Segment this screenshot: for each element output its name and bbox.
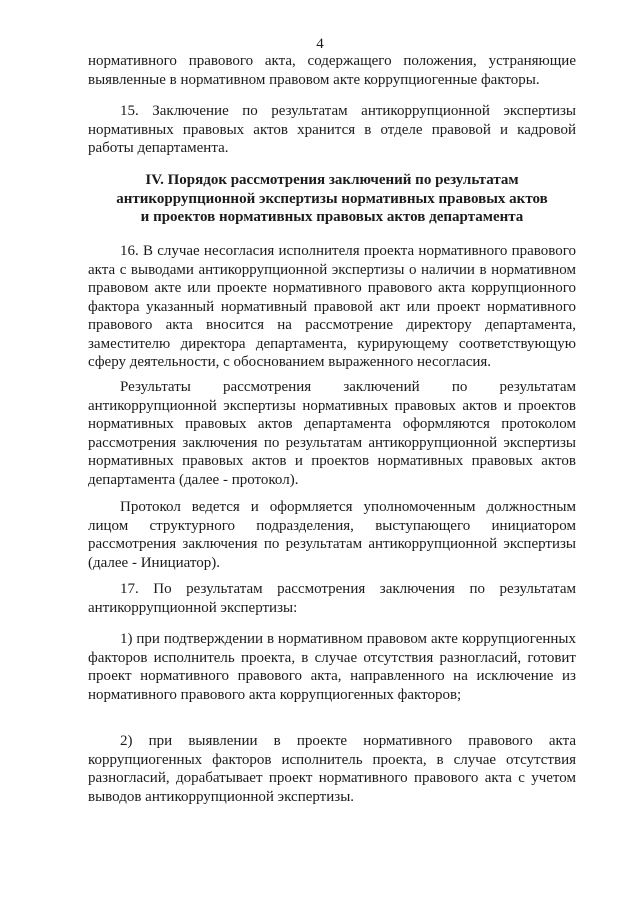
page-number: 4 — [316, 36, 324, 52]
paragraph-item-15: 15. Заключение по результатам антикоррупционной экспертизы нормативных правовых актов хранится в отделе правовой и кадровой работы департамента. — [88, 103, 576, 156]
paragraph-subitem-1: 1) при подтверждении в нормативном правовом акте коррупциогенных факторов исполнитель проекта, в случае отсутствия разногласий, готовит проект нормативного правового акта, направленного на исключение из нормативного правового акта коррупциогенных факторов; — [88, 631, 576, 703]
paragraph-subitem-2: 2) при выявлении в проекте нормативного правового акта коррупциогенных факторов исполнитель проекта, в случае отсутствия разногласий, дорабатывает проект нормативного правового акта с учетом выводов антикоррупционной экспертизы. — [88, 733, 576, 805]
section-heading — [88, 171, 576, 227]
paragraph-continuation: нормативного правового акта, содержащего положения, устраняющие выявленные в нормативном правовом акте коррупциогенные факторы. — [88, 53, 576, 88]
paragraph-item-17: 17. По результатам рассмотрения заключения по результатам антикоррупционной экспертизы: — [88, 581, 576, 616]
section-heading-line-1: IV. Порядок рассмотрения заключений по результатам — [145, 172, 519, 188]
paragraph-protocol: Протокол ведется и оформляется уполномоченным должностным лицом структурного подразделения, выступающего инициатором рассмотрения заключения по результатам антикоррупционной экспертизы (далее - Инициатор). — [88, 499, 576, 571]
paragraph-item-16: 16. В случае несогласия исполнителя проекта нормативного правового акта с выводами антикоррупционной экспертизы о наличии в нормативном правовом акте или проекте нормативного правового акта коррупционного фактора указанный нормативный правовой акт или проект нормативного правового акта вносится на рассмотрение директору департамента, заместителю директора департамента, курирующему соответствующую сферу деятельности, с обоснованием выраженного несогласия. — [88, 243, 576, 370]
section-heading-line-2: антикоррупционной экспертизы нормативных правовых актов — [116, 190, 548, 207]
section-heading-line-3: и проектов нормативных правовых актов департамента — [140, 209, 524, 225]
paragraph-results: Результаты рассмотрения заключений по результатам антикоррупционной экспертизы нормативных правовых актов и проектов нормативных правовых актов департамента оформляются протоколом рассмотрения заключения по результатам антикоррупционной экспертизы нормативных правовых актов и проектов нормативных правовых актов департамента (далее - протокол). — [88, 379, 576, 488]
